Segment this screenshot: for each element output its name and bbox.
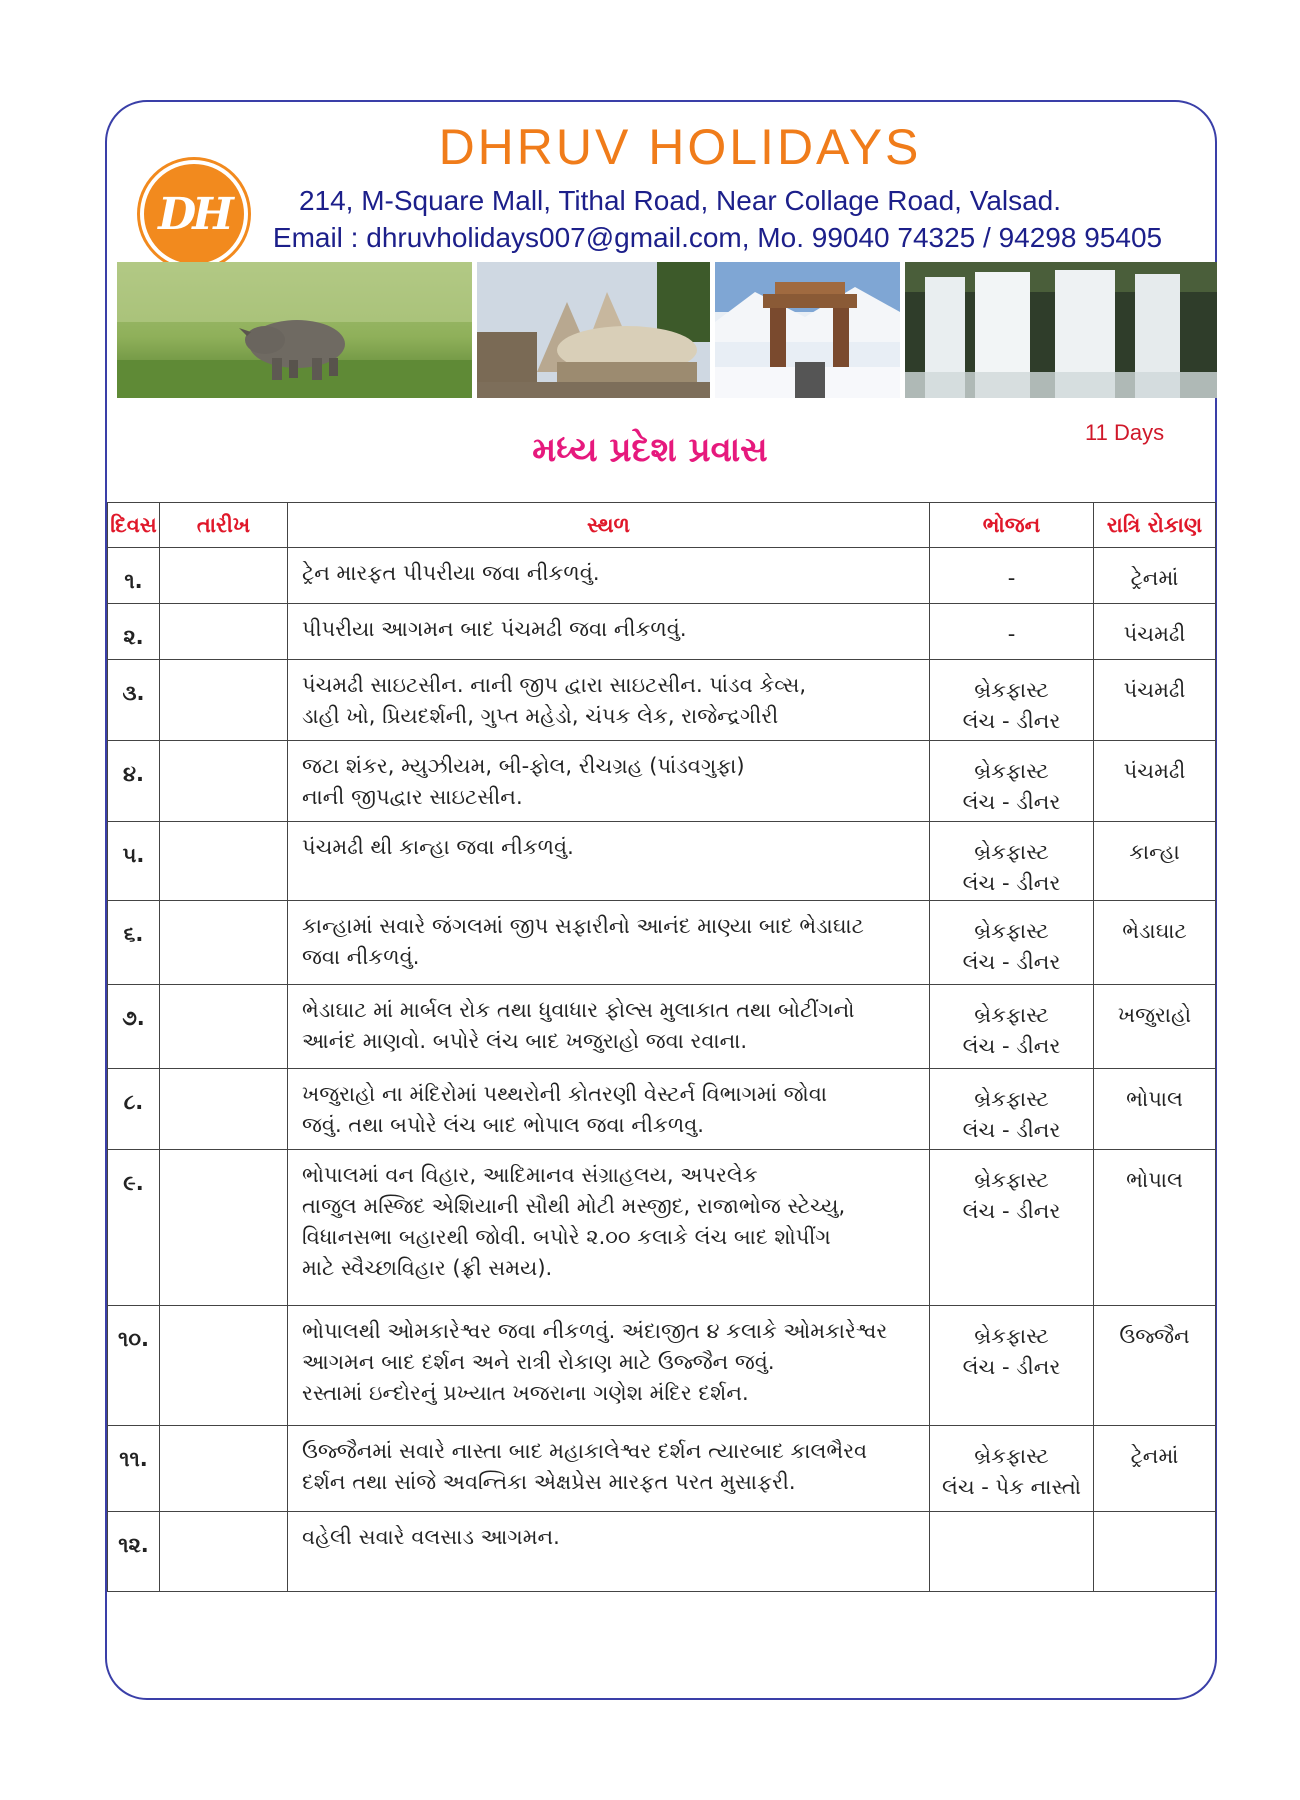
header-meal: ભોજન bbox=[930, 503, 1094, 548]
itinerary-table bbox=[107, 502, 1216, 1592]
day-cell: ૩. bbox=[108, 660, 160, 741]
rhino-photo bbox=[117, 262, 472, 398]
meal-line: લંચ - ડીનર bbox=[962, 1355, 1061, 1379]
date-cell bbox=[160, 1426, 288, 1512]
meal-line: બ્રેકફાસ્ટ bbox=[974, 1324, 1049, 1348]
place-line: માટે સ્વૈચ્છાવિહાર (ફ્રી સમય). bbox=[302, 1256, 553, 1280]
day-cell: ૨. bbox=[108, 604, 160, 660]
place-line: પંચમઢી થી કાન્હા જવા નીકળવું. bbox=[302, 835, 574, 859]
table-row bbox=[108, 901, 1216, 985]
day-cell: ૪. bbox=[108, 741, 160, 822]
tour-title: મધ્ય પ્રદેશ પ્રવાસ bbox=[532, 430, 768, 470]
place-line: પીપરીયા આગમન બાદ પંચમઢી જવા નીકળવું. bbox=[302, 617, 687, 641]
snow-gate-photo bbox=[715, 262, 900, 398]
stay-cell: ભોપાલ bbox=[1094, 1069, 1216, 1150]
waterfall-photo bbox=[905, 262, 1217, 398]
meal-cell bbox=[930, 604, 1094, 660]
place-cell bbox=[288, 985, 930, 1069]
meal-line: લંચ - ડીનર bbox=[962, 1199, 1061, 1223]
table-row bbox=[108, 822, 1216, 901]
table-row bbox=[108, 985, 1216, 1069]
meal-cell bbox=[930, 1426, 1094, 1512]
date-cell bbox=[160, 901, 288, 985]
header-stay: રાત્રિ રોકાણ bbox=[1094, 503, 1216, 548]
table-row bbox=[108, 741, 1216, 822]
meal-line: બ્રેકફાસ્ટ bbox=[974, 759, 1049, 783]
day-cell: ૧૦. bbox=[108, 1306, 160, 1426]
place-line: ભોપાલમાં વન વિહાર, આદિમાનવ સંગ્રાહલય, અપરલેક bbox=[302, 1163, 758, 1187]
meal-cell bbox=[930, 1150, 1094, 1306]
meal-line: બ્રેકફાસ્ટ bbox=[974, 1168, 1049, 1192]
meal-cell bbox=[930, 660, 1094, 741]
stay-cell: ખજુરાહો bbox=[1094, 985, 1216, 1069]
place-line: આનંદ માણવો. બપોરે લંચ બાદ ખજુરાહો જવા રવાના. bbox=[302, 1029, 748, 1053]
meal-line: બ્રેકફાસ્ટ bbox=[974, 1087, 1049, 1111]
day-cell: ૧૧. bbox=[108, 1426, 160, 1512]
stay-cell: ઉજ્જૈન bbox=[1094, 1306, 1216, 1426]
stay-cell: પંચમઢી bbox=[1094, 660, 1216, 741]
table-row bbox=[108, 1512, 1216, 1592]
table-row bbox=[108, 548, 1216, 604]
meal-line: બ્રેકફાસ્ટ bbox=[974, 678, 1049, 702]
day-cell: ૫. bbox=[108, 822, 160, 901]
place-line: નાની જીપદ્વાર સાઇટસીન. bbox=[302, 785, 523, 809]
meal-cell bbox=[930, 741, 1094, 822]
table-row bbox=[108, 1150, 1216, 1306]
place-line: વહેલી સવારે વલસાડ આગમન. bbox=[302, 1525, 560, 1549]
day-cell: ૧૨. bbox=[108, 1512, 160, 1592]
date-cell bbox=[160, 604, 288, 660]
meal-line: બ્રેકફાસ્ટ bbox=[974, 1444, 1049, 1468]
place-line: જટા શંકર, મ્યુઝીયમ, બી-ફોલ, રીચગ્રહ (પાંડવગુફા) bbox=[302, 754, 745, 778]
temple-photo bbox=[477, 262, 710, 398]
meal-cell bbox=[930, 1069, 1094, 1150]
company-contact: Email : dhruvholidays007@gmail.com, Mo. 99040 74325 / 94298 95405 bbox=[272, 222, 1163, 253]
place-line: વિધાનસભા બહારથી જોવી. બપોરે ૨.૦૦ કલાકે લંચ બાદ શોપીંગ bbox=[302, 1225, 831, 1249]
place-cell bbox=[288, 741, 930, 822]
meal-line: લંચ - ડીનર bbox=[962, 709, 1061, 733]
date-cell bbox=[160, 1150, 288, 1306]
meal-cell bbox=[930, 1306, 1094, 1426]
stay-cell: કાન્હા bbox=[1094, 822, 1216, 901]
place-cell bbox=[288, 1426, 930, 1512]
date-cell bbox=[160, 822, 288, 901]
meal-line: લંચ - ડીનર bbox=[962, 1118, 1061, 1142]
date-cell bbox=[160, 548, 288, 604]
date-cell bbox=[160, 985, 288, 1069]
place-cell bbox=[288, 901, 930, 985]
place-cell bbox=[288, 1069, 930, 1150]
place-cell bbox=[288, 660, 930, 741]
meal-cell bbox=[930, 548, 1094, 604]
table-row bbox=[108, 1306, 1216, 1426]
table-header-row bbox=[108, 503, 1216, 548]
day-cell: ૧. bbox=[108, 548, 160, 604]
header-day: દિવસ bbox=[108, 503, 160, 548]
meal-line: લંચ - ડીનર bbox=[962, 871, 1061, 895]
date-cell bbox=[160, 1512, 288, 1592]
place-line: કાન્હામાં સવારે જંગલમાં જીપ સફારીનો આનંદ માણ્યા બાદ ભેડાઘાટ bbox=[302, 914, 864, 938]
date-cell bbox=[160, 660, 288, 741]
meal-line: બ્રેકફાસ્ટ bbox=[974, 1003, 1049, 1027]
company-logo bbox=[140, 160, 248, 268]
stay-cell: ભોપાલ bbox=[1094, 1150, 1216, 1306]
table-row bbox=[108, 660, 1216, 741]
place-line: ટ્રેન મારફત પીપરીયા જવા નીકળવું. bbox=[302, 561, 600, 585]
day-cell: ૮. bbox=[108, 1069, 160, 1150]
place-line: ભેડાઘાટ માં માર્બલ રોક તથા ધુવાધાર ફોલ્સ મુલાકાત તથા બોટીંગનો bbox=[302, 998, 855, 1022]
day-cell: ૬. bbox=[108, 901, 160, 985]
place-line: આગમન બાદ દર્શન અને રાત્રી રોકાણ માટે ઉજ્જૈન જવું. bbox=[302, 1350, 775, 1374]
meal-cell bbox=[930, 985, 1094, 1069]
stay-cell: પંચમઢી bbox=[1094, 604, 1216, 660]
date-cell bbox=[160, 1306, 288, 1426]
place-cell bbox=[288, 604, 930, 660]
stay-cell: ટ્રેનમાં bbox=[1094, 548, 1216, 604]
meal-cell bbox=[930, 901, 1094, 985]
meal-line: લંચ - પેક નાસ્તો bbox=[941, 1475, 1082, 1499]
place-line: રસ્તામાં ઇન્દોરનું પ્રખ્યાત ખજરાના ગણેશ મંદિર દર્શન. bbox=[302, 1381, 749, 1405]
place-cell bbox=[288, 822, 930, 901]
place-line: તાજુલ મસ્જિદ એશિયાની સૌથી મોટી મસ્જીદ, રાજાભોજ સ્ટેચ્યુ, bbox=[302, 1194, 846, 1218]
header-date: તારીખ bbox=[160, 503, 288, 548]
place-line: પંચમઢી સાઇટસીન. નાની જીપ દ્વારા સાઇટસીન. પાંડવ કેવ્સ, bbox=[302, 673, 807, 697]
stay-cell: પંચમઢી bbox=[1094, 741, 1216, 822]
date-cell bbox=[160, 741, 288, 822]
company-address: 214, M-Square Mall, Tithal Road, Near Collage Road, Valsad. bbox=[298, 185, 1062, 216]
stay-cell bbox=[1094, 1512, 1216, 1592]
header-place: સ્થળ bbox=[288, 503, 930, 548]
meal-cell bbox=[930, 822, 1094, 901]
meal-line: - bbox=[1007, 622, 1016, 646]
table-row bbox=[108, 604, 1216, 660]
logo-text: DH bbox=[158, 188, 230, 240]
place-line: ડાહી ખો, પ્રિયદર્શની, ગુપ્ત મહેડો, ચંપક લેક, રાજેન્દ્રગીરી bbox=[302, 704, 779, 728]
day-cell: ૯. bbox=[108, 1150, 160, 1306]
table-row bbox=[108, 1069, 1216, 1150]
meal-cell bbox=[930, 1512, 1094, 1592]
place-cell bbox=[288, 1306, 930, 1426]
place-line: ખજુરાહો ના મંદિરોમાં પથ્થરોની કોતરણી વેસ્ટર્ન વિભાગમાં જોવા bbox=[302, 1082, 827, 1106]
meal-line: બ્રેકફાસ્ટ bbox=[974, 840, 1049, 864]
place-cell bbox=[288, 1512, 930, 1592]
place-line: ભોપાલથી ઓમકારેશ્વર જવા નીકળવું. અંદાજીત ૪ કલાકે ઓમકારેશ્વર bbox=[302, 1319, 888, 1343]
place-line: દર્શન તથા સાંજે અવન્તિકા એક્ષપ્રેસ મારફત પરત મુસાફરી. bbox=[302, 1470, 796, 1494]
place-line: જવું. તથા બપોરે લંચ બાદ ભોપાલ જવા નીકળવુ. bbox=[302, 1113, 704, 1137]
meal-line: બ્રેકફાસ્ટ bbox=[974, 919, 1049, 943]
date-cell bbox=[160, 1069, 288, 1150]
stay-cell: ટ્રેનમાં bbox=[1094, 1426, 1216, 1512]
company-name: DHRUV HOLIDAYS bbox=[438, 119, 922, 175]
meal-line: લંચ - ડીનર bbox=[962, 950, 1061, 974]
stay-cell: ભેડાઘાટ bbox=[1094, 901, 1216, 985]
place-cell bbox=[288, 1150, 930, 1306]
meal-line: લંચ - ડીનર bbox=[962, 790, 1061, 814]
tour-duration: 11 Days bbox=[1085, 420, 1165, 445]
meal-line: લંચ - ડીનર bbox=[962, 1034, 1061, 1058]
day-cell: ૭. bbox=[108, 985, 160, 1069]
meal-line: - bbox=[1007, 566, 1016, 590]
place-line: ઉજ્જૈનમાં સવારે નાસ્તા બાદ મહાકાલેશ્વર દર્શન ત્યારબાદ કાલભૈરવ bbox=[302, 1439, 868, 1463]
place-cell bbox=[288, 548, 930, 604]
place-line: જવા નીકળવું. bbox=[302, 945, 420, 969]
table-row bbox=[108, 1426, 1216, 1512]
